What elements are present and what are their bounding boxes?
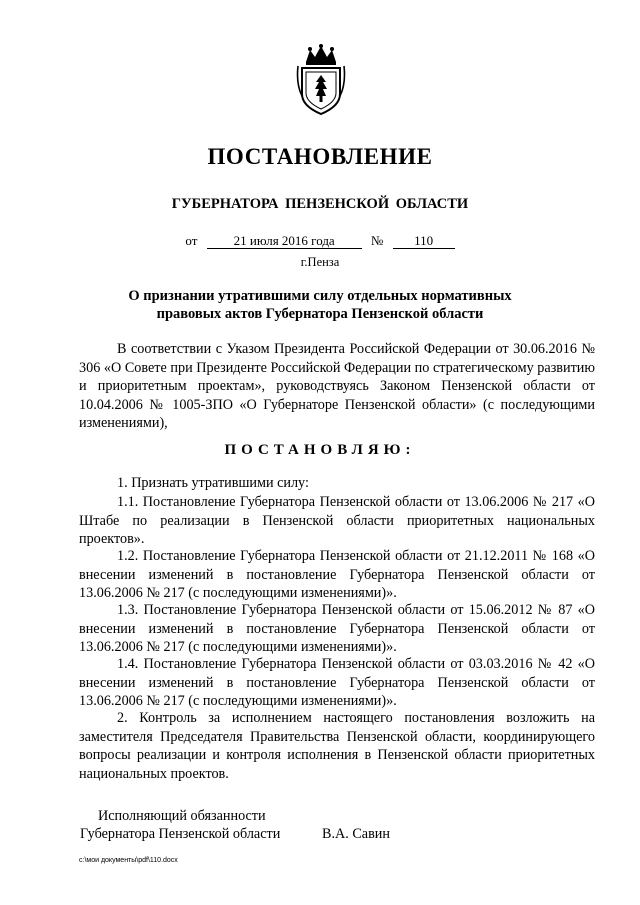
item-1: 1. Признать утратившими силу: [117, 475, 309, 491]
document-date: 21 июля 2016 года [207, 233, 362, 249]
item-2: 2. Контроль за исполнением настоящего постановления возложить на заместителя Председателя Правительства Пензенской области, координирующего вопросы реализации и контроля исполнения в Пензенской области приоритетных национальных проектов. [79, 710, 595, 782]
item-1-2: 1.2. Постановление Губернатора Пензенской области от 21.12.2011 № 168 «О внесении изменений в постановление Губернатора Пензенской области от 13.06.2006 № 217 (с последующими изменениями)». [79, 548, 595, 602]
item-1-1: 1.1. Постановление Губернатора Пензенской области от 13.06.2006 № 217 «О Штабе по реализации в Пензенской области приоритетных национальных проектов». [79, 494, 595, 548]
document-title [80, 287, 560, 323]
document-number: 110 [393, 233, 455, 249]
date-number-line [0, 233, 640, 249]
item-1-4: 1.4. Постановление Губернатора Пензенской области от 03.03.2016 № 42 «О внесении изменений в постановление Губернатора Пензенской области от 13.06.2006 № 217 (с последующими изменениями)». [79, 656, 595, 710]
coat-of-arms-emblem [296, 44, 346, 116]
signature-position: Исполняющий обязанности [98, 808, 266, 824]
number-prefix: № [370, 233, 384, 248]
file-path-footer: c:\мои документы\pdf\110.docx [79, 857, 178, 864]
document-type-heading: ПОСТАНОВЛЕНИЕ [207, 144, 433, 169]
date-prefix: от [185, 233, 198, 248]
decree-heading: ПОСТАНОВЛЯЮ: [224, 442, 416, 458]
signature-governor: Губернатора Пензенской области [80, 826, 281, 842]
issuer-heading: ГУБЕРНАТОРА ПЕНЗЕНСКОЙ ОБЛАСТИ [171, 196, 469, 212]
document-title-line-2: правовых актов Губернатора Пензенской области [156, 306, 484, 322]
preamble-paragraph: В соответствии с Указом Президента Российской Федерации от 30.06.2016 № 306 «О Совете при Президенте Российской Федерации по стратегическому развитию и приоритетным проектам», руководствуясь Законом Пензенской области от 10.04.2006 № 1005-ЗПО «О Губернаторе Пензенской области» (с последующими изменениями), [79, 341, 595, 432]
signature-name: В.А. Савин [322, 826, 390, 842]
document-title-line-1: О признании утратившими силу отдельных нормативных [128, 288, 512, 304]
city-label: г.Пенза [300, 255, 340, 269]
item-1-3: 1.3. Постановление Губернатора Пензенской области от 15.06.2012 № 87 «О внесении изменений в постановление Губернатора Пензенской области от 13.06.2006 № 217 (с последующими изменениями)». [79, 602, 595, 656]
